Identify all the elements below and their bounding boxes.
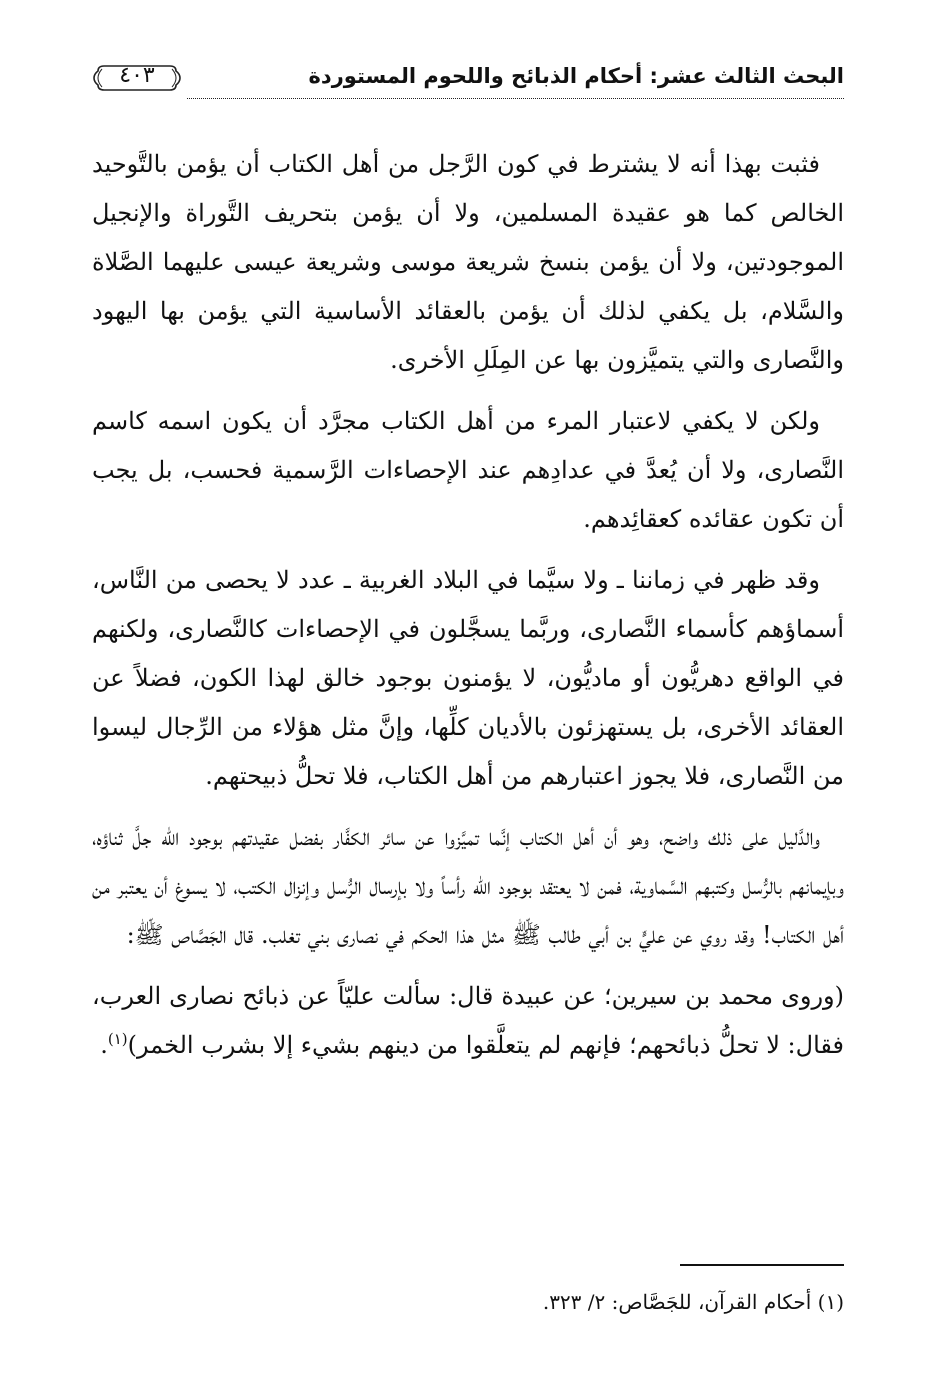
page-number-ornament	[92, 60, 182, 96]
footnote-reference[interactable]: (١)	[107, 1030, 128, 1048]
main-text	[92, 140, 844, 1082]
footnote-separator	[680, 1264, 844, 1266]
page-header	[92, 56, 844, 102]
paragraph-4: والدَّليل على ذلك واضح، وهو أن أهل الكتاب إنَّما تميَّزوا عن سائر الكفَّار بفضل عقيدتهم بوجود الله جلَّ ثناؤه، وبإيمانهم بالرُّسل وكتبهم السَّماوية، فمن لا يعتقد بوجود الله رأساً ولا بإرسال الرُّسل وإنزال الكتب، لا يسوغ أن يعتبر من أهل الكتاب! وقد روي عن عليٍّ بن أبي طالب ﷺ مثل هذا الحكم في نصارى بني تغلب. قال الجَصَّاص ﷺ:	[92, 823, 844, 949]
quotation-end: .	[100, 1031, 108, 1059]
quotation-text: (وروى محمد بن سيرين؛ عن عبيدة قال: سألت عليّاً عن ذبائح نصارى العرب، فقال: لا تحلُّ ذبائحهم؛ فإنهم لم يتعلَّقوا من دينهم بشيء إلا بشرب الخمر)	[92, 982, 844, 1059]
paragraph-2: ولكن لا يكفي لاعتبار المرء من أهل الكتاب مجرَّد أن يكون اسمه كاسم النَّصارى، ولا أن يُعدَّ في عدادِهم عند الإحصاءات الرَّسمية فحسب، بل يجب أن تكون عقائده كعقائِدهم.	[92, 407, 844, 533]
running-header-title: البحث الثالث عشر: أحكام الذبائح واللحوم المستوردة	[308, 64, 844, 88]
footnote-1: (١) أحكام القرآن، للجَصَّاص: ٢/ ٣٢٣.	[542, 1290, 844, 1314]
quotation-paragraph	[92, 972, 844, 1070]
header-dotted-rule	[187, 98, 844, 99]
paragraph-3: وقد ظهر في زماننا ـ ولا سيَّما في البلاد الغربية ـ عدد لا يحصى من النَّاس، أسماؤهم كأسماء النَّصارى، وربَّما يسجَّلون في الإحصاءات كالنَّصارى، ولكنهم في الواقع دهريُّون أو ماديُّون، لا يؤمنون بوجود خالق لهذا الكون، فضلاً عن العقائد الأخرى، بل يستهزئون بالأديان كلِّها، وإنَّ مثل هؤلاء من الرِّجال ليسوا من النَّصارى، فلا يجوز اعتبارهم من أهل الكتاب، فلا تحلُّ ذبيحتهم.	[92, 566, 844, 790]
page-number: ٤٠٣	[119, 63, 155, 88]
paragraph-1: فثبت بهذا أنه لا يشترط في كون الرَّجل من أهل الكتاب أن يؤمن بالتَّوحيد الخالص كما هو عقيدة المسلمين، ولا أن يؤمن بتحريف التَّوراة والإنجيل الموجودتين، ولا أن يؤمن بنسخ شريعة موسى وشريعة عيسى عليهما الصَّلاة والسَّلام، بل يكفي لذلك أن يؤمن بالعقائد الأساسية التي يؤمن بها اليهود والنَّصارى والتي يتميَّزون بها عن المِلَلِ الأخرى.	[92, 150, 844, 374]
